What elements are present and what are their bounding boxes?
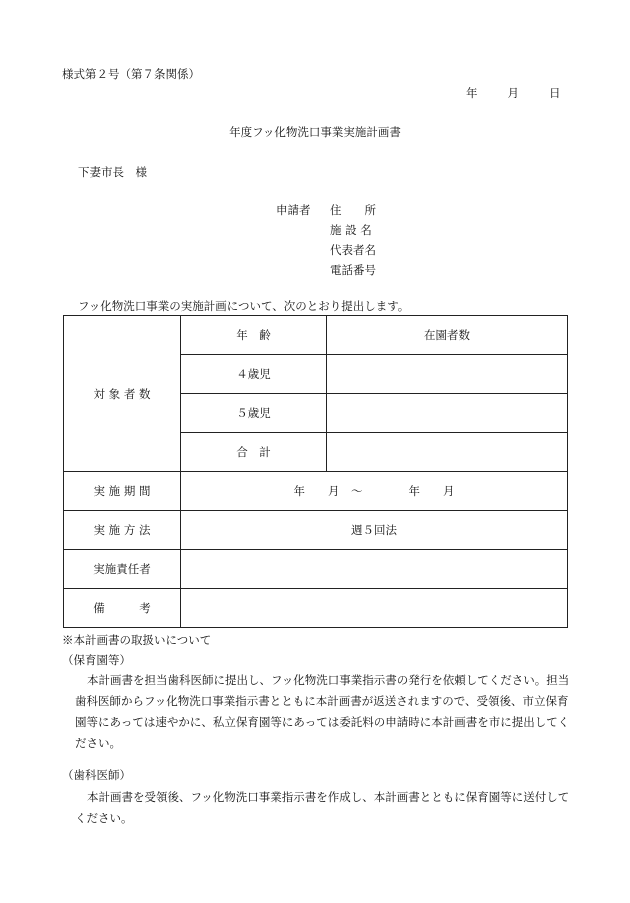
- age-header: 年 齢: [181, 316, 327, 355]
- count-cell-total[interactable]: [327, 433, 568, 472]
- target-count-label: 対 象 者 数: [64, 316, 181, 472]
- document-title: 年度フッ化物洗口事業実施計画書: [229, 125, 401, 139]
- period-label: 実 施 期 間: [64, 472, 181, 511]
- remarks-value[interactable]: [181, 589, 568, 628]
- enrolled-count-header: 在園者数: [327, 316, 568, 355]
- method-label: 実 施 方 法: [64, 511, 181, 550]
- age-row-4: ４歳児: [181, 355, 327, 394]
- intro-text: フッ化物洗口事業の実施計画について、次のとおり提出します。: [78, 299, 410, 313]
- applicant-phone-label: 電話番号: [330, 263, 376, 277]
- remarks-label: 備 考: [64, 589, 181, 628]
- age-row-total: 合 計: [181, 433, 327, 472]
- date-month: 月: [507, 86, 519, 100]
- date-year: 年: [466, 86, 478, 100]
- notes-nursery-body: 本計画書を担当歯科医師に提出し、フッ化物洗口事業指示書の発行を依頼してください。担当歯科医師からフッ化物洗口事業指示書とともに本計画書が返送されますので、受領後、市立保育園等にあっては速やかに、私立保育園等にあっては委託料の申請時に本計画書を市に提出してください。: [75, 673, 570, 750]
- applicant-representative-label: 代表者名: [330, 243, 376, 257]
- notes-dentist-body: 本計画書を受領後、フッ化物洗口事業指示書を作成し、本計画書とともに保育園等に送付してください。: [75, 790, 570, 825]
- count-cell-5[interactable]: [327, 394, 568, 433]
- applicant-facility-label: 施 設 名: [330, 223, 372, 237]
- date-day: 日: [549, 86, 561, 100]
- method-value[interactable]: 週５回法: [181, 511, 568, 550]
- applicant-label: 申請者: [276, 203, 311, 217]
- period-value[interactable]: 年 月 ～ 年 月: [181, 472, 568, 511]
- addressee: 下妻市長 様: [78, 165, 147, 179]
- age-row-5: ５歳児: [181, 394, 327, 433]
- plan-table: [63, 315, 568, 628]
- applicant-address-label: 住 所: [330, 203, 376, 217]
- notes-nursery-heading: （保育園等）: [62, 653, 131, 667]
- manager-label: 実施責任者: [64, 550, 181, 589]
- date-line: [466, 85, 561, 101]
- notes-dentist-heading: （歯科医師）: [62, 768, 131, 782]
- form-number: 様式第２号（第７条関係）: [62, 67, 200, 81]
- notes-heading: ※本計画書の取扱いについて: [62, 633, 212, 647]
- manager-value[interactable]: [181, 550, 568, 589]
- count-cell-4[interactable]: [327, 355, 568, 394]
